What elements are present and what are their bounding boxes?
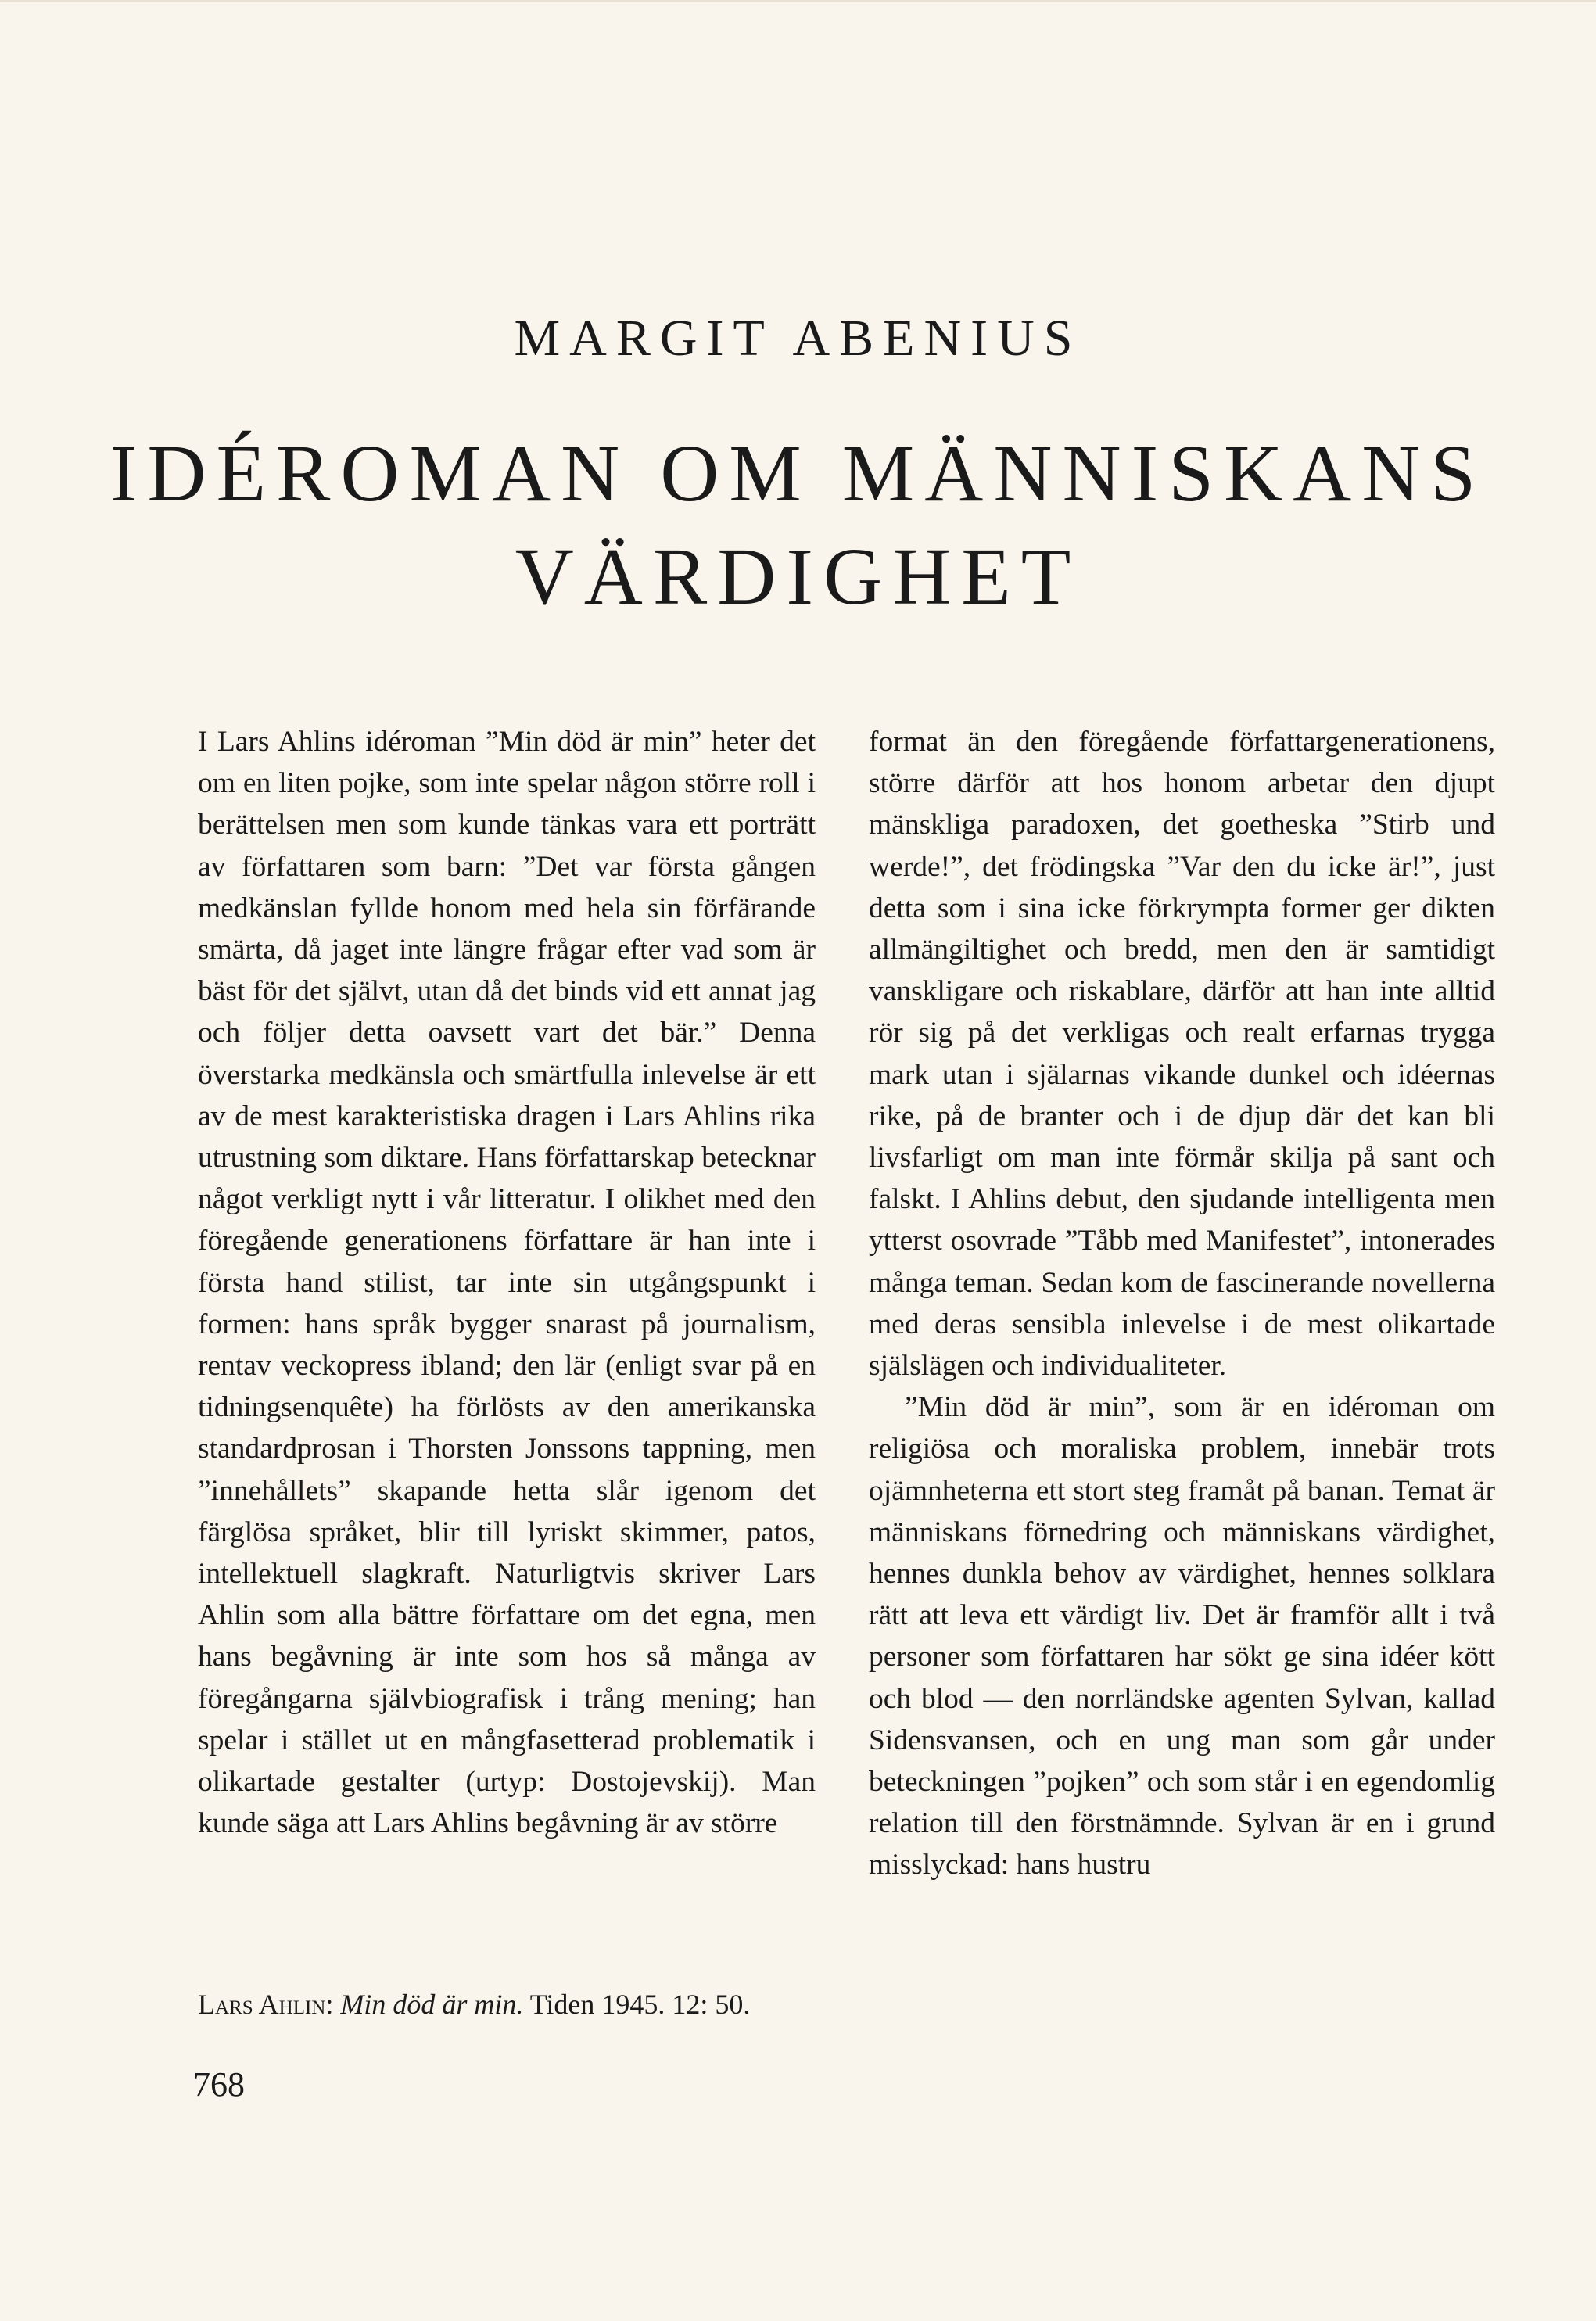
article-title — [0, 422, 1596, 629]
title-line-2: VÄRDIGHET — [515, 532, 1081, 622]
paragraph: ”Min död är min”, som är en idéroman om religiösa och moraliska problem, innebär trots ojämnheterna ett stort steg framåt på banan. Temat är människans förnedring och människans värdighet, hennes dunkla behov av värdighet, hennes solklara rätt att leva ett värdigt liv. Det är framför allt i två personer som författaren har sökt ge sina idéer kött och blod — den norrländske agenten Sylvan, kallad Sidensvansen, och en ung man som går under beteckningen ”pojken” och som står i en egendomlig relation till den förstnämnde. Sylvan är en i grund misslyckad: hans hustru — [869, 1391, 1495, 1882]
footnote-separator: : — [325, 1989, 341, 2020]
article-author: MARGIT ABENIUS — [514, 310, 1082, 367]
paragraph: format än den föregående författargenerationens, större därför att hos honom arbetar den djupt mänskliga paradoxen, det goetheska ”Stirb und werde!”, det frödingska ”Var den du icke är!”, just detta som i sina icke förkrympta former ger dikten allmängiltighet och bredd, men den är samtidigt vanskligare och riskablare, därför att han inte alltid rör sig på det verkligas och realt erfarnas trygga mark utan i själarnas vikande dunkel och idéernas rike, på de branter och i de djup där det kan bli livsfarligt om man inte förmår skilja på sant och falskt. I Ahlins debut, den sjudande intelligenta men ytterst osovrade ”Tåbb med Manifestet”, intonerades många teman. Sedan kom de fascinerande novellerna med deras sensibla inlevelse i de mest olikartade själslägen och individualiteter. — [869, 726, 1495, 1383]
footnote-bibliography — [198, 1985, 816, 2024]
footnote-book-title: Min död är min. — [340, 1989, 524, 2020]
top-edge-line — [0, 0, 1596, 2]
footnote-author: Lars Ahlin — [198, 1989, 326, 2020]
page-number: 768 — [193, 2065, 245, 2104]
title-line-1: IDÉROMAN OM MÄNNISKANS — [109, 429, 1487, 518]
text-column-right — [869, 721, 1495, 1886]
text-column-left — [198, 721, 816, 1844]
footnote-publisher: Tiden 1945. 12: 50. — [523, 1989, 751, 2020]
paragraph: I Lars Ahlins idéroman ”Min död är min” heter det om en liten pojke, som inte spelar någon större roll i berättelsen men som kunde tänkas vara ett porträtt av författaren som barn: ”Det var första gången medkänslan fyllde honom med hela sin förfärande smärta, då jaget inte längre frågar efter vad som är bäst för det självt, utan då det binds vid ett annat jag och följer detta oavsett vart det bär.” Denna överstarka medkänsla och smärtfulla inlevelse är ett av de mest karakteristiska dragen i Lars Ahlins rika utrustning som diktare. Hans författarskap betecknar något verkligt nytt i vår litteratur. I olikhet med den föregående generationens författare är han inte i första hand stilist, tar inte sin utgångspunkt i formen: hans språk bygger snarast på journalism, rentav veckopress ibland; den lär (enligt svar på en tidningsenquête) ha förlösts av den amerikanska standardprosan i Thorsten Jonssons tappning, men ”innehållets” skapande hetta slår igenom det färglösa språket, blir till lyriskt skimmer, patos, intellektuell slagkraft. Naturligtvis skriver Lars Ahlin som alla bättre författare om det egna, men hans begåvning är inte som hos så många av föregångarna självbiografisk i trång mening; han spelar i stället ut en mångfasetterad problematik i olikartade gestalter (urtyp: Dostojevskij). Man kunde säga att Lars Ahlins begåvning är av större — [198, 726, 816, 1840]
